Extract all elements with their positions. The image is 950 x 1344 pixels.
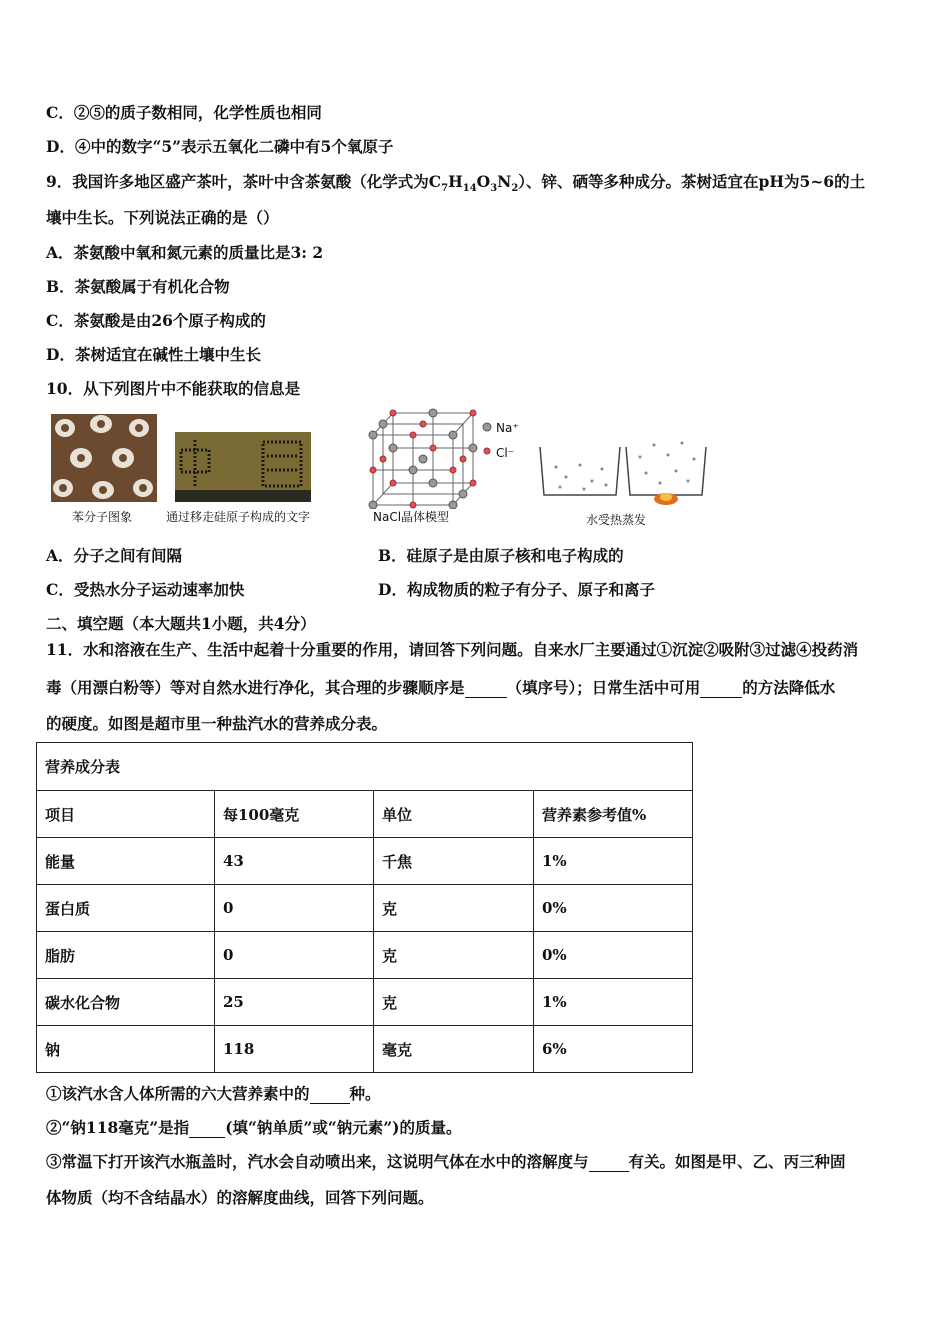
q11-sub2: ②“钠118毫克”是指 (填“钠单质”或“钠元素”)的质量。 — [46, 1118, 462, 1137]
table-cell: 0% — [534, 932, 693, 979]
answer-blank[interactable] — [589, 1152, 629, 1172]
q9-option-b: B．茶氨酸属于有机化合物 — [46, 277, 230, 296]
q10-stem: 10．从下列图片中不能获取的信息是 — [46, 379, 301, 398]
q10-option-d: D．构成物质的粒子有分子、原子和离子 — [378, 580, 655, 599]
table-cell: 0 — [215, 932, 374, 979]
table-cell: 毫克 — [374, 1026, 534, 1073]
table-cell: 碳水化合物 — [37, 979, 215, 1026]
table-row — [37, 1026, 693, 1073]
table-cell: 蛋白质 — [37, 885, 215, 932]
water-evaporation-image — [536, 437, 708, 505]
answer-blank[interactable] — [310, 1084, 350, 1104]
legend-cl: Cl⁻ — [496, 446, 515, 460]
legend-na: Na⁺ — [496, 421, 519, 435]
q9-option-c: C．茶氨酸是由26个原子构成的 — [46, 311, 266, 330]
q9-option-a: A．茶氨酸中氧和氮元素的质量比是3: 2 — [46, 243, 324, 262]
table-header-row — [37, 791, 693, 838]
q11-sub1: ①该汽水含人体所需的六大营养素中的 种。 — [46, 1084, 381, 1103]
table-cell: 0% — [534, 885, 693, 932]
table-cell: 0 — [215, 885, 374, 932]
table-row — [37, 885, 693, 932]
nutrition-table — [36, 742, 693, 1073]
table-cell: 克 — [374, 932, 534, 979]
table-cell: 千焦 — [374, 838, 534, 885]
q10-option-a: A．分子之间有间隔 — [46, 546, 183, 565]
q10-option-b: B．硅原子是由原子核和电子构成的 — [378, 546, 624, 565]
q9-option-d: D．茶树适宜在碱性土壤中生长 — [46, 345, 261, 364]
table-cell: 1% — [534, 979, 693, 1026]
q10-option-c: C．受热水分子运动速率加快 — [46, 580, 245, 599]
caption-water: 水受热蒸发 — [586, 513, 647, 527]
answer-blank[interactable] — [189, 1118, 225, 1138]
caption-nacl: NaCl晶体模型 — [373, 510, 450, 524]
answer-blank[interactable] — [465, 678, 507, 698]
q11-sub3: ③常温下打开该汽水瓶盖时，汽水会自动喷出来，这说明气体在水中的溶解度与 有关。如图是甲、乙、丙三种固 — [46, 1152, 846, 1171]
table-title: 营养成分表 — [37, 743, 693, 791]
section-2-heading: 二、填空题（本大题共1小题，共4分） — [46, 614, 316, 633]
q11-line3: 的硬度。如图是超市里一种盐汽水的营养成分表。 — [46, 714, 388, 733]
table-cell: 6% — [534, 1026, 693, 1073]
table-cell: 1% — [534, 838, 693, 885]
silicon-atom-text-image — [175, 432, 311, 502]
table-cell: 118 — [215, 1026, 374, 1073]
q9-stem: 9．我国许多地区盛产茶叶，茶叶中含茶氨酸（化学式为$C_7H_{14}O_3N_2$）、锌、硒等多种成分。茶树适宜在pH为5~6的土 — [46, 172, 866, 195]
q11-line2: 毒（用漂白粉等）等对自然水进行净化，其合理的步骤顺序是 （填序号）；日常生活中可用 的方法降低水 — [46, 678, 836, 697]
table-cell: 钠 — [37, 1026, 215, 1073]
table-row — [37, 838, 693, 885]
table-cell: 克 — [374, 885, 534, 932]
q8-option-d: D．④中的数字“5”表示五氧化二磷中有5个氧原子 — [46, 137, 394, 156]
table-header-cell: 单位 — [374, 791, 534, 838]
q8-option-c: C．②⑤的质子数相同，化学性质也相同 — [46, 103, 322, 122]
answer-blank[interactable] — [700, 678, 742, 698]
caption-benzene: 苯分子图象 — [72, 510, 133, 524]
q11-sub3-line2: 体物质（均不含结晶水）的溶解度曲线，回答下列问题。 — [46, 1188, 434, 1207]
table-cell: 能量 — [37, 838, 215, 885]
table-row — [37, 979, 693, 1026]
table-header-cell: 项目 — [37, 791, 215, 838]
table-header-cell: 营养素参考值% — [534, 791, 693, 838]
benzene-molecule-image — [51, 414, 157, 502]
caption-silicon: 通过移走硅原子构成的文字 — [166, 510, 311, 524]
table-header-cell: 每100毫克 — [215, 791, 374, 838]
table-cell: 43 — [215, 838, 374, 885]
q11-line1: 11．水和溶液在生产、生活中起着十分重要的作用，请回答下列问题。自来水厂主要通过①沉淀②吸附③过滤④投药消 — [46, 640, 859, 659]
table-cell: 25 — [215, 979, 374, 1026]
table-row — [37, 932, 693, 979]
table-cell: 克 — [374, 979, 534, 1026]
q9-stem-line2: 壤中生长。下列说法正确的是（） — [46, 208, 279, 227]
table-cell: 脂肪 — [37, 932, 215, 979]
